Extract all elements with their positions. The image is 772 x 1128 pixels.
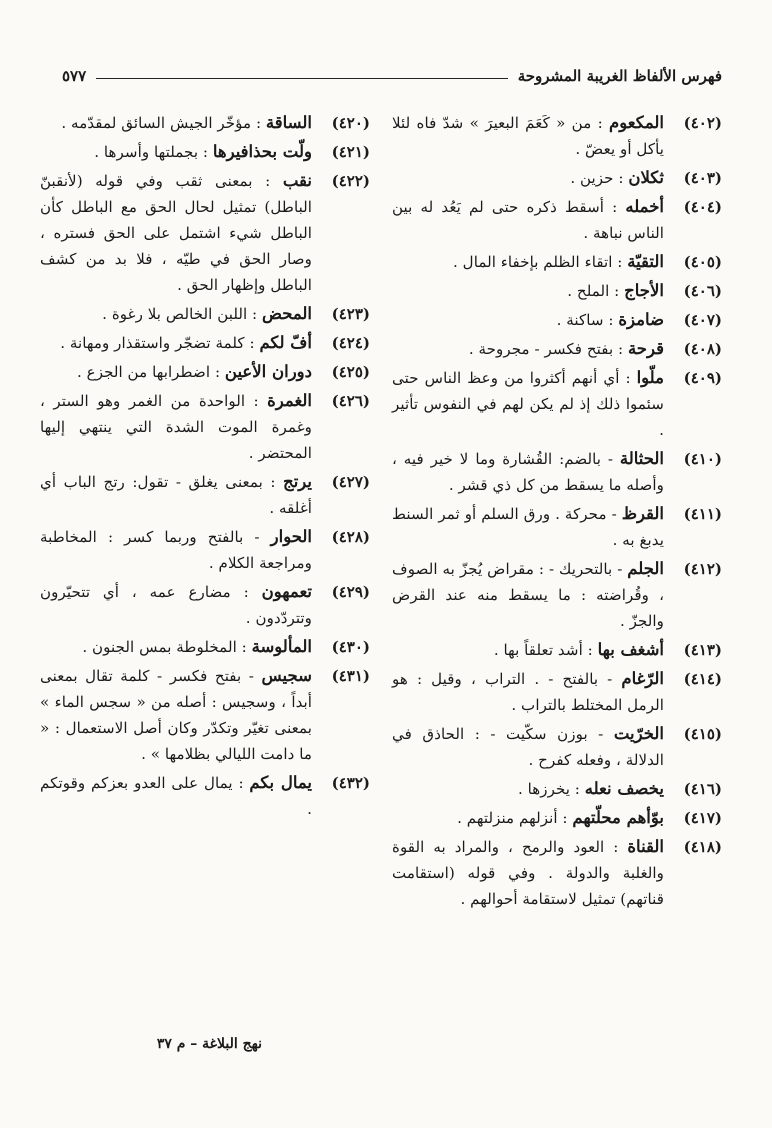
glossary-entry — [392, 446, 722, 498]
entry-definition: - بفتح فكسر - كلمة تقال بمعنى أبداً ، وسجيس : أصله من « سجس الماء » بمعنى تغيّر وتكدّر وكان أصل الاستعمال : « ما دامت الليالي بظلامها » . — [40, 667, 312, 763]
entry-definition: : العود والرمح ، والمراد به القوة والغلبة والدولة . وفي قوله (استقامت قناتهم) تمثيل لاستقامة أحوالهم . — [392, 838, 664, 908]
glossary-entry — [40, 579, 370, 631]
entry-term: نقب — [282, 171, 312, 190]
entry-number: (٤٢٩) — [331, 583, 370, 601]
entry-number: (٤٢٧) — [331, 473, 370, 491]
entry-definition: : بمعنى ثقب وفي قوله (لأنقبنّ الباطل) تمثيل لحال الحق مع الباطل كأن الباطل شيء اشتمل على الحق فستره ، وصار الحق في طيّه ، فلا بد من كشف الباطل وإظهار الحق . — [40, 172, 312, 294]
entry-term: ثكلان — [628, 168, 664, 187]
entry-body — [40, 634, 312, 660]
entry-body — [392, 110, 664, 162]
entry-definition: : أي أنهم أكثروا من وعظ الناس حتى سئموا ذلك إذ لم يكن لهم في النفوس تأثير . — [392, 369, 664, 439]
glossary-entry — [40, 770, 370, 822]
entry-definition: : اضطرابها من الجزع . — [76, 363, 221, 381]
entry-term: تعمهون — [261, 582, 312, 601]
entry-body — [40, 110, 312, 136]
entry-number: (٤١٦) — [683, 780, 722, 798]
entry-definition: - محركة . ورق السلم أو ثمر السنط يدبغ به . — [392, 505, 664, 549]
entry-body — [392, 365, 664, 443]
entry-body — [40, 770, 312, 822]
entry-body — [40, 524, 312, 576]
entry-term: المحض — [261, 304, 312, 323]
glossary-entry — [392, 556, 722, 634]
entry-number: (٤٣٢) — [331, 774, 370, 792]
entry-number: (٤٣٠) — [331, 638, 370, 656]
glossary-entry — [40, 110, 370, 136]
entry-number: (٤٠٧) — [683, 311, 722, 329]
entry-number: (٤٠٦) — [683, 282, 722, 300]
entry-number: (٤١١) — [683, 505, 722, 523]
entry-number: (٤٢٤) — [331, 334, 370, 352]
entry-definition: : مضارع عمه ، أي تتحيّرون وتتردّدون . — [40, 583, 312, 627]
entry-number: (٤٠٩) — [683, 369, 722, 387]
entry-body — [40, 663, 312, 767]
entry-number: (٤٠٥) — [683, 253, 722, 271]
glossary-entry — [392, 249, 722, 275]
entry-body — [40, 388, 312, 466]
glossary-entry — [40, 330, 370, 356]
page-footer: نهج البلاغة – م ٣٧ — [156, 1036, 262, 1052]
entry-body — [40, 359, 312, 385]
entry-term: الساقة — [265, 113, 312, 132]
entry-definition: : اللبن الخالص بلا رغوة . — [102, 305, 258, 323]
entry-definition: : مؤخّر الجيش السائق لمقدّمه . — [61, 114, 262, 132]
entry-definition: - بالفتح - . التراب ، وقيل : هو الرمل المختلط بالتراب . — [392, 670, 664, 714]
entry-term: يرتج — [283, 472, 312, 491]
entry-definition: : كلمة تضجّر واستقذار ومهانة . — [60, 334, 255, 352]
entry-body — [392, 556, 664, 634]
entry-term: الرّغام — [621, 669, 664, 688]
glossary-entry — [392, 721, 722, 773]
entry-body — [40, 469, 312, 521]
entry-body — [392, 278, 664, 304]
entry-body — [392, 637, 664, 663]
entry-term: سجيس — [261, 666, 312, 685]
entry-number: (٤١٤) — [683, 670, 722, 688]
entry-term: ضامزة — [618, 310, 664, 329]
entry-number: (٤٢٦) — [331, 392, 370, 410]
glossary-entry — [392, 666, 722, 718]
entry-term: الأجاج — [624, 281, 664, 300]
header-title: فهرس الألفاظ الغريبة المشروحة — [517, 67, 722, 85]
glossary-entry — [40, 168, 370, 298]
entry-number: (٤٠٤) — [683, 198, 722, 216]
entry-body — [392, 776, 664, 802]
entry-number: (٤٢٠) — [331, 114, 370, 132]
entry-body — [392, 501, 664, 553]
entry-term: الغمرة — [267, 391, 313, 410]
entry-definition: : من « كَعَمَ البعيرَ » شدّ فاه لئلا يأكل أو يعضّ . — [392, 114, 664, 158]
entry-term: الخرّيت — [613, 724, 665, 743]
glossary-entry — [40, 388, 370, 466]
entry-definition: : الملح . — [567, 282, 620, 300]
entry-term: المكعوم — [609, 113, 665, 132]
entry-body — [392, 249, 664, 275]
entry-definition: : أسقط ذكره حتى لم يَعُد له بين الناس نباهة . — [392, 198, 664, 242]
entry-definition: : يخرزها . — [517, 780, 580, 798]
entry-number: (٤١٥) — [683, 725, 722, 743]
entry-body — [40, 301, 312, 327]
entry-number: (٤٢٢) — [331, 172, 370, 190]
glossary-entry — [40, 469, 370, 521]
entry-number: (٤٢٣) — [331, 305, 370, 323]
entry-body — [392, 165, 664, 191]
glossary-entry — [40, 139, 370, 165]
entry-body — [392, 834, 664, 912]
glossary-entry — [392, 110, 722, 162]
entry-number: (٤٣١) — [331, 667, 370, 685]
entry-number: (٤٠٨) — [683, 340, 722, 358]
entry-body — [40, 579, 312, 631]
entry-number: (٤١٠) — [683, 450, 722, 468]
entry-term: الحثالة — [619, 449, 665, 468]
entry-definition: : المخلوطة بمس الجنون . — [82, 638, 247, 656]
header-rule — [96, 78, 508, 79]
entry-number: (٤١٣) — [683, 641, 722, 659]
entry-definition: - بوزن سكّيت - : الحاذق في الدلالة ، وفعله كفرح . — [392, 725, 664, 769]
entry-definition: : يمال على العدو بعزكم وقوتكم . — [40, 774, 312, 818]
glossary-entry — [392, 637, 722, 663]
entry-body — [40, 139, 312, 165]
glossary-entry — [392, 336, 722, 362]
entry-definition: : ساكنة . — [556, 311, 614, 329]
entry-term: أشغف بها — [597, 640, 664, 659]
entry-definition: - بالفتح وربما كسر : المخاطبة ومراجعة الكلام . — [40, 528, 312, 572]
glossary-entry — [40, 524, 370, 576]
entry-definition: : اتقاء الظلم بإخفاء المال . — [453, 253, 623, 271]
entry-body — [40, 168, 312, 298]
entry-definition: : بفتح فكسر - مجروحة . — [468, 340, 624, 358]
entry-term: القناة — [627, 837, 665, 856]
glossary-entry — [392, 194, 722, 246]
entry-body — [392, 666, 664, 718]
entry-definition: : حزين . — [570, 169, 624, 187]
glossary-entry — [392, 834, 722, 912]
entry-number: (٤١٢) — [683, 560, 722, 578]
entry-body — [392, 805, 664, 831]
entry-number: (٤١٧) — [683, 809, 722, 827]
glossary-entry — [392, 307, 722, 333]
entry-term: أفّ لكم — [259, 333, 312, 352]
glossary-entry — [40, 663, 370, 767]
entry-body — [392, 446, 664, 498]
entry-definition: : أشد تعلقاً بها . — [493, 641, 593, 659]
entry-number: (٤١٨) — [683, 838, 722, 856]
entry-term: ملّوا — [636, 368, 664, 387]
glossary-entry — [40, 634, 370, 660]
entry-number: (٤٠٢) — [683, 114, 722, 132]
entry-term: قرحة — [627, 339, 664, 358]
glossary-entry — [392, 365, 722, 443]
entry-definition: : بجملتها وأسرها . — [94, 143, 209, 161]
entry-term: بوّأهم محلّتهم — [572, 808, 664, 827]
entry-term: دوران الأعين — [224, 362, 312, 381]
entry-body — [40, 330, 312, 356]
glossary-entry — [40, 301, 370, 327]
right-column — [392, 110, 722, 915]
entry-term: ولّت بحذافيرها — [212, 142, 312, 161]
glossary-entry — [392, 805, 722, 831]
entry-term: الجلم — [627, 559, 664, 578]
entry-body — [392, 336, 664, 362]
entry-definition: : بمعنى يغلق - تقول: رتج الباب أي أغلقه . — [40, 473, 312, 517]
entry-term: أخمله — [625, 197, 664, 216]
glossary-entry — [392, 501, 722, 553]
entry-number: (٤٠٣) — [683, 169, 722, 187]
entry-body — [392, 307, 664, 333]
entry-term: يخصف نعله — [584, 779, 664, 798]
entry-term: التقيّة — [627, 252, 664, 271]
entry-definition: : أنزلهم منزلتهم . — [457, 809, 568, 827]
entry-term: القرظ — [621, 504, 665, 523]
page-header — [62, 62, 722, 90]
entry-definition: : الواحدة من الغمر وهو الستر ، وغمرة الموت الشدة التي ينتهي إليها المحتضر . — [40, 392, 312, 462]
page-number: ٥٧٧ — [62, 67, 87, 85]
entry-term: المألوسة — [251, 637, 312, 656]
glossary-entry — [392, 776, 722, 802]
entry-definition: - بالضم: القُشارة وما لا خير فيه ، وأصله ما يسقط من كل ذي قشر . — [392, 450, 664, 494]
glossary-entry — [392, 278, 722, 304]
entry-body — [392, 721, 664, 773]
entry-term: الحوار — [270, 527, 312, 546]
entry-term: يمال بكم — [249, 773, 312, 792]
entry-body — [392, 194, 664, 246]
glossary-entry — [392, 165, 722, 191]
glossary-entry — [40, 359, 370, 385]
entry-definition: - بالتحريك - : مقراض يُجزّ به الصوف ، وقُراضته : ما يسقط منه عند القرض والجزّ . — [392, 560, 664, 630]
entry-number: (٤٢١) — [331, 143, 370, 161]
entry-number: (٤٢٥) — [331, 363, 370, 381]
entry-number: (٤٢٨) — [331, 528, 370, 546]
left-column — [40, 110, 370, 825]
